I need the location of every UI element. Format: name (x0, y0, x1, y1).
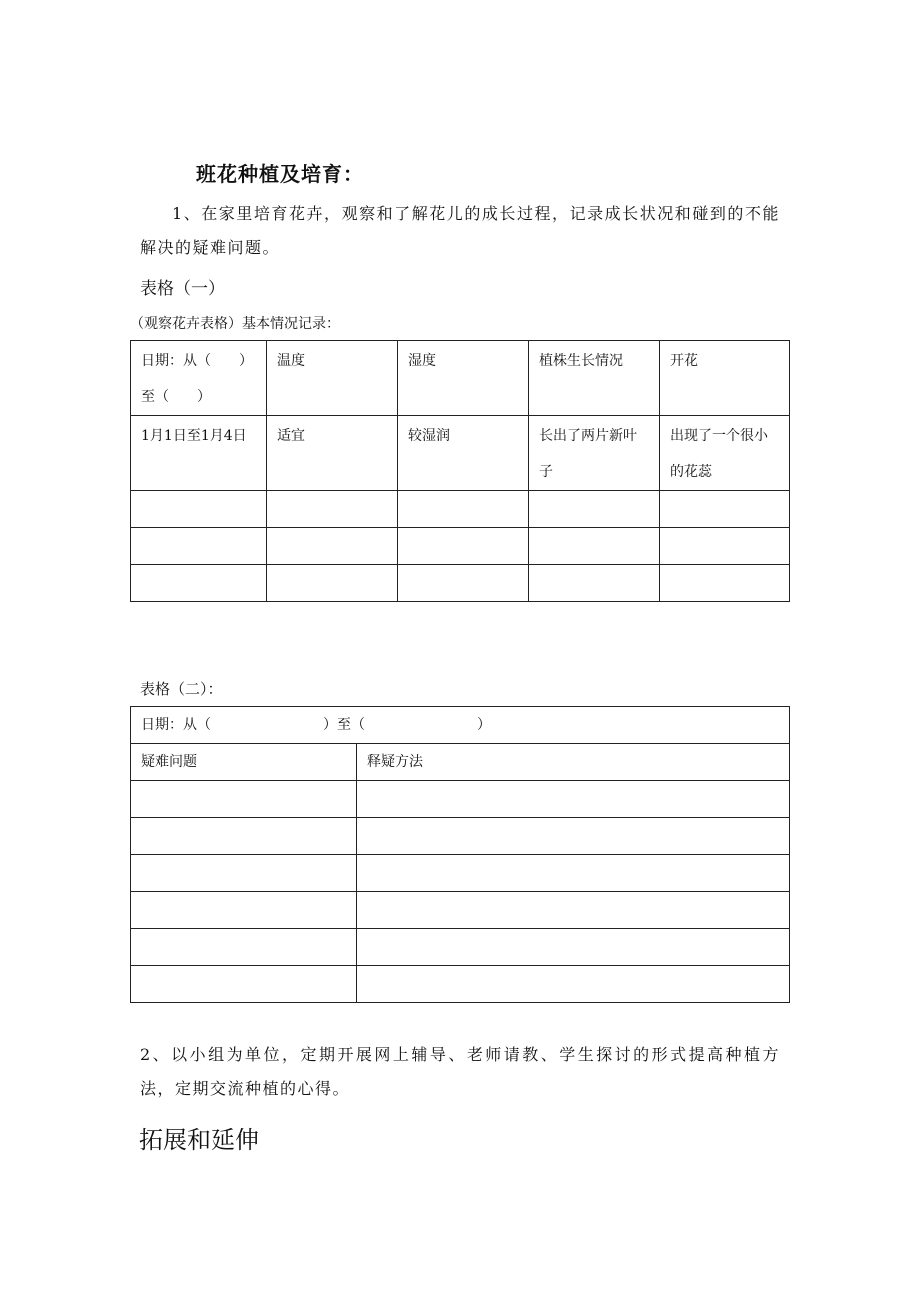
empty-cell[interactable] (660, 565, 790, 602)
empty-cell[interactable] (398, 528, 529, 565)
cell-flowering: 出现了一个很小的花蕊 (660, 416, 790, 491)
table-row (131, 528, 790, 565)
empty-cell[interactable] (131, 855, 357, 892)
empty-cell[interactable] (357, 892, 790, 929)
empty-cell[interactable] (267, 491, 398, 528)
empty-cell[interactable] (131, 929, 357, 966)
header-humidity: 湿度 (398, 341, 529, 416)
header-solution: 释疑方法 (357, 744, 790, 781)
empty-cell[interactable] (131, 528, 267, 565)
header-temperature: 温度 (267, 341, 398, 416)
empty-cell[interactable] (131, 491, 267, 528)
empty-cell[interactable] (131, 966, 357, 1003)
empty-cell[interactable] (357, 966, 790, 1003)
table-header-row (131, 744, 790, 781)
questions-table (130, 706, 790, 1003)
observation-table (130, 340, 790, 602)
empty-cell[interactable] (398, 565, 529, 602)
paragraph-1: 1、在家里培育花卉，观察和了解花儿的成长过程，记录成长状况和碰到的不能解决的疑难问题。 (140, 204, 780, 257)
cell-date: 1月1日至1月4日 (131, 416, 267, 491)
table-row (131, 781, 790, 818)
empty-cell[interactable] (660, 491, 790, 528)
table-row (131, 565, 790, 602)
table-row (131, 855, 790, 892)
date-end-label: ） (477, 717, 491, 733)
cell-humidity: 较湿润 (398, 416, 529, 491)
empty-cell[interactable] (529, 565, 660, 602)
empty-cell[interactable] (131, 781, 357, 818)
date-row (131, 707, 790, 744)
table-header-row (131, 341, 790, 416)
section-heading-extension: 拓展和延伸 (139, 1126, 259, 1154)
empty-cell[interactable] (529, 528, 660, 565)
table1-label: 表格（一） (140, 279, 225, 299)
table-row (131, 818, 790, 855)
empty-cell[interactable] (131, 892, 357, 929)
table-row (131, 966, 790, 1003)
table-row (131, 892, 790, 929)
empty-cell[interactable] (357, 781, 790, 818)
date-from-label: 日期：从（ (141, 717, 211, 733)
table-row (131, 929, 790, 966)
header-growth: 植株生长情况 (529, 341, 660, 416)
table2-label: 表格（二）： (140, 680, 223, 698)
empty-cell[interactable] (660, 528, 790, 565)
empty-cell[interactable] (357, 818, 790, 855)
empty-cell[interactable] (357, 929, 790, 966)
empty-cell[interactable] (398, 491, 529, 528)
section-title: 班花种植及培育： (196, 162, 364, 186)
table-row (131, 491, 790, 528)
empty-cell[interactable] (267, 528, 398, 565)
header-date: 日期：从（ ）至（ ） (131, 341, 267, 416)
header-flowering: 开花 (660, 341, 790, 416)
empty-cell[interactable] (131, 565, 267, 602)
empty-cell[interactable] (131, 818, 357, 855)
cell-growth: 长出了两片新叶子 (529, 416, 660, 491)
table-row (131, 416, 790, 491)
cell-temperature: 适宜 (267, 416, 398, 491)
date-to-label: ）至（ (323, 717, 365, 733)
empty-cell[interactable] (357, 855, 790, 892)
paragraph-2: 2、以小组为单位，定期开展网上辅导、老师请教、学生探讨的形式提高种植方法，定期交流种植的心得。 (140, 1045, 780, 1098)
empty-cell[interactable] (267, 565, 398, 602)
empty-cell[interactable] (529, 491, 660, 528)
header-question: 疑难问题 (131, 744, 357, 781)
table1-sublabel: （观察花卉表格）基本情况记录： (130, 316, 340, 332)
